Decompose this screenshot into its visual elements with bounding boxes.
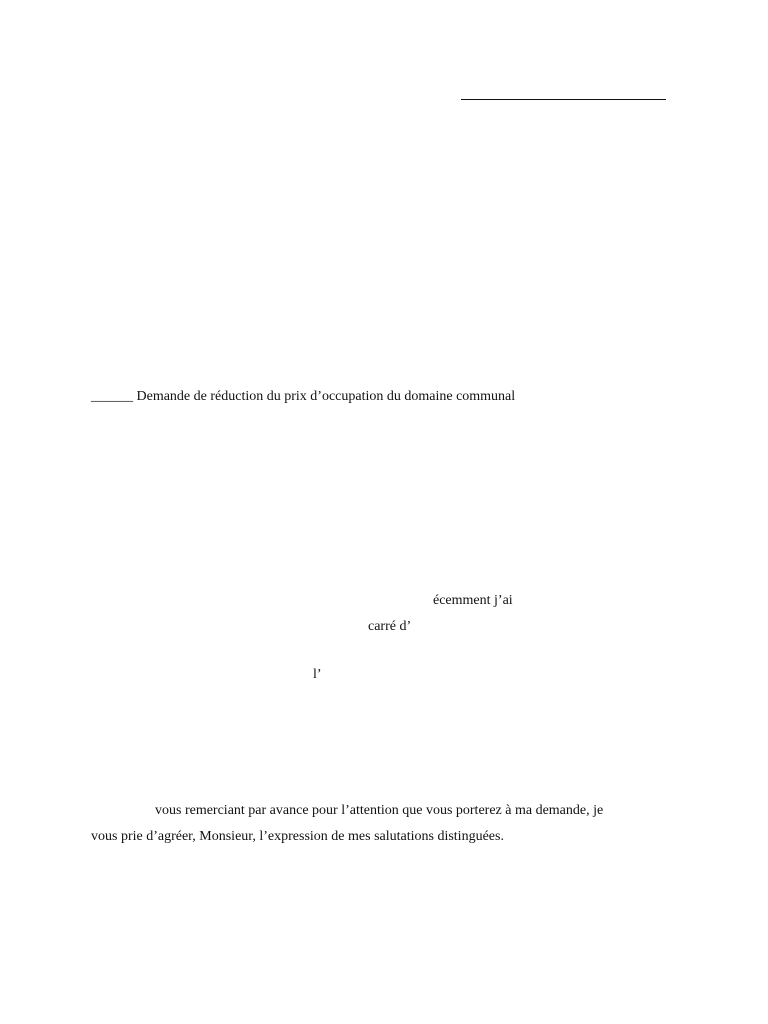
closing-line-1: vous remerciant par avance pour l’attention que vous porterez à ma demande, je	[155, 803, 604, 818]
body-fragment-3: l’	[313, 667, 322, 682]
body-fragment-2: carré d’	[368, 619, 412, 634]
body-fragment-1: écemment j’ai	[433, 593, 513, 608]
subject-line: ______ Demande de réduction du prix d’occupation du domaine communal	[91, 389, 516, 404]
closing-line-2: vous prie d’agréer, Monsieur, l’expression de mes salutations distinguées.	[91, 829, 504, 844]
signature-blank-line	[461, 99, 666, 100]
